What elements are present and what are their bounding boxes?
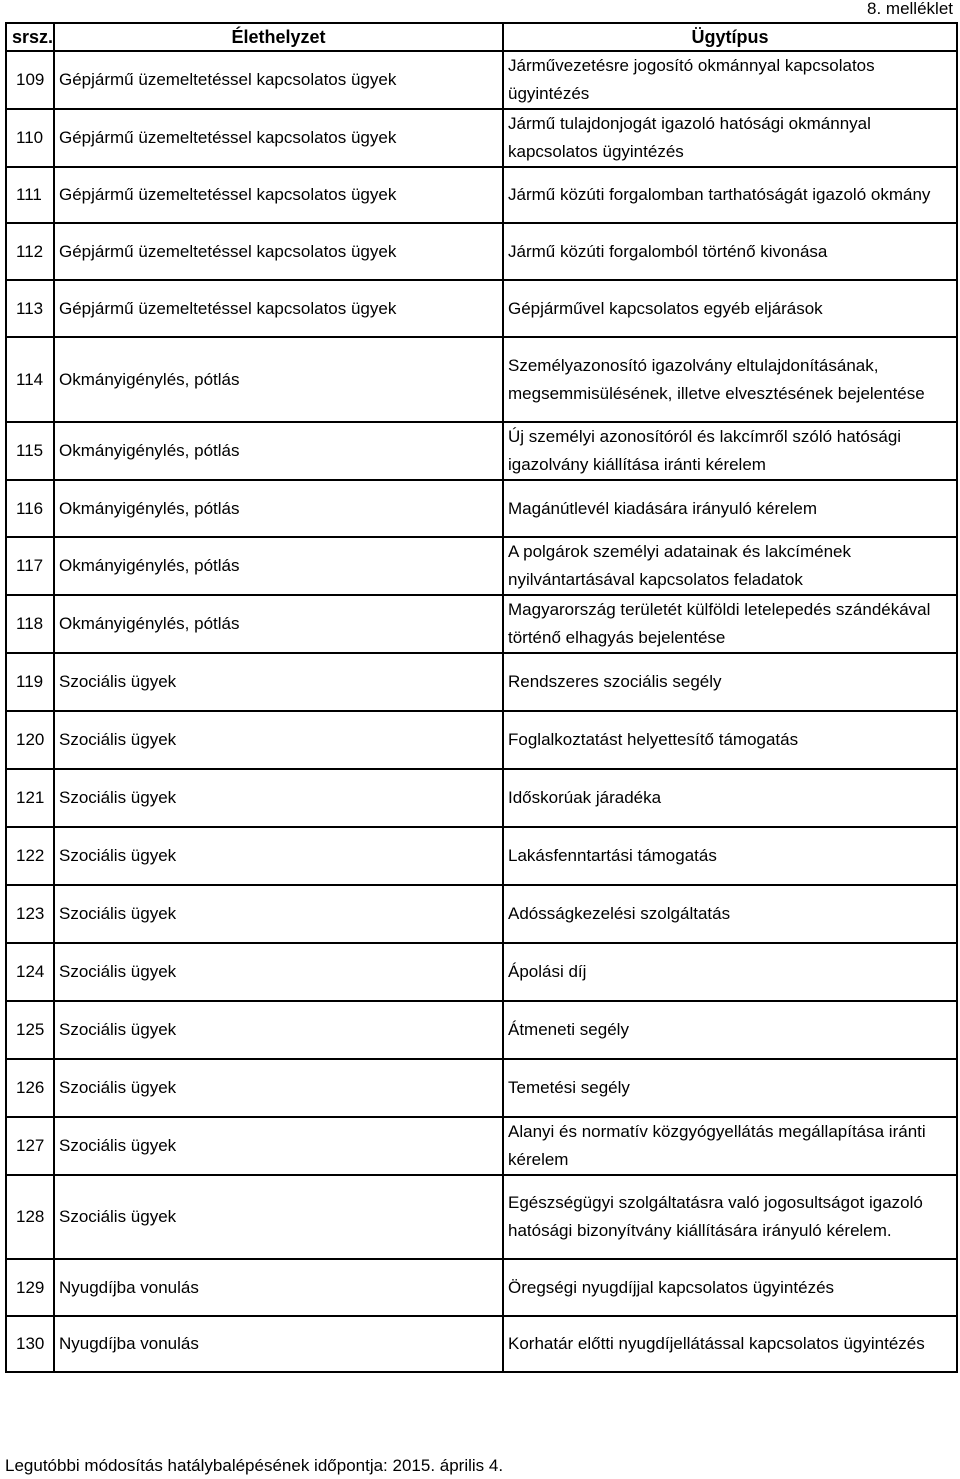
serial-number-cell: 118	[6, 595, 54, 653]
situation-cell: Okmányigénylés, pótlás	[54, 595, 503, 653]
situation-cell: Okmányigénylés, pótlás	[54, 422, 503, 480]
serial-number-cell: 125	[6, 1001, 54, 1059]
case-type-cell: Jármű tulajdonjogát igazoló hatósági okmánnyal kapcsolatos ügyintézés	[503, 109, 957, 167]
table-row	[6, 51, 957, 109]
situation-cell: Gépjármű üzemeltetéssel kapcsolatos ügyek	[54, 223, 503, 280]
case-type-cell: Egészségügyi szolgáltatásra való jogosultságot igazoló hatósági bizonyítvány kiállítására irányuló kérelem.	[503, 1175, 957, 1259]
table-row	[6, 1259, 957, 1316]
serial-number-cell: 130	[6, 1316, 54, 1372]
serial-number-cell: 112	[6, 223, 54, 280]
case-type-cell: Időskorúak járadéka	[503, 769, 957, 827]
situation-cell: Gépjármű üzemeltetéssel kapcsolatos ügyek	[54, 51, 503, 109]
serial-number-cell: 121	[6, 769, 54, 827]
table-row	[6, 280, 957, 337]
table-row	[6, 537, 957, 595]
case-type-cell: Átmeneti segély	[503, 1001, 957, 1059]
serial-number-cell: 129	[6, 1259, 54, 1316]
case-type-cell: Adósságkezelési szolgáltatás	[503, 885, 957, 943]
case-type-cell: Alanyi és normatív közgyógyellátás megállapítása iránti kérelem	[503, 1117, 957, 1175]
table-row	[6, 1059, 957, 1117]
serial-number-cell: 110	[6, 109, 54, 167]
serial-number-cell: 111	[6, 167, 54, 223]
table-row	[6, 337, 957, 422]
situation-cell: Szociális ügyek	[54, 1001, 503, 1059]
table-row	[6, 109, 957, 167]
case-type-cell: Rendszeres szociális segély	[503, 653, 957, 711]
situation-cell: Gépjármű üzemeltetéssel kapcsolatos ügyek	[54, 167, 503, 223]
serial-number-cell: 117	[6, 537, 54, 595]
case-type-cell: Lakásfenntartási támogatás	[503, 827, 957, 885]
serial-number-cell: 119	[6, 653, 54, 711]
case-type-cell: Korhatár előtti nyugdíjellátással kapcsolatos ügyintézés	[503, 1316, 957, 1372]
table-row	[6, 885, 957, 943]
case-type-cell: Gépjárművel kapcsolatos egyéb eljárások	[503, 280, 957, 337]
table-row	[6, 827, 957, 885]
case-type-cell: Foglalkoztatást helyettesítő támogatás	[503, 711, 957, 769]
case-type-cell: Öregségi nyugdíjjal kapcsolatos ügyintézés	[503, 1259, 957, 1316]
situation-cell: Gépjármű üzemeltetéssel kapcsolatos ügyek	[54, 280, 503, 337]
table-row	[6, 711, 957, 769]
serial-number-cell: 120	[6, 711, 54, 769]
situation-cell: Okmányigénylés, pótlás	[54, 480, 503, 537]
case-type-cell: Ápolási díj	[503, 943, 957, 1001]
serial-number-cell: 124	[6, 943, 54, 1001]
situation-cell: Szociális ügyek	[54, 653, 503, 711]
situation-cell: Szociális ügyek	[54, 1175, 503, 1259]
case-type-cell: Magánútlevél kiadására irányuló kérelem	[503, 480, 957, 537]
serial-number-cell: 114	[6, 337, 54, 422]
situation-cell: Szociális ügyek	[54, 1059, 503, 1117]
header-case-type: Ügytípus	[503, 23, 957, 51]
table-row	[6, 595, 957, 653]
table-header-row	[6, 23, 957, 51]
table-row	[6, 422, 957, 480]
table-row	[6, 943, 957, 1001]
table-row	[6, 1001, 957, 1059]
footer-note: Legutóbbi módosítás hatálybalépésének időpontja: 2015. április 4.	[5, 1456, 504, 1475]
table-row	[6, 1117, 957, 1175]
situation-cell: Nyugdíjba vonulás	[54, 1316, 503, 1372]
serial-number-cell: 123	[6, 885, 54, 943]
serial-number-cell: 109	[6, 51, 54, 109]
case-type-cell: Jármű közúti forgalomban tarthatóságát igazoló okmány	[503, 167, 957, 223]
situation-cell: Szociális ügyek	[54, 885, 503, 943]
serial-number-cell: 126	[6, 1059, 54, 1117]
table-row	[6, 1175, 957, 1259]
case-type-cell: Magyarország területét külföldi letelepedés szándékával történő elhagyás bejelentése	[503, 595, 957, 653]
header-serial-number: srsz.	[6, 23, 54, 51]
table-row	[6, 653, 957, 711]
page-label: 8. melléklet	[867, 0, 953, 18]
table-row	[6, 1316, 957, 1372]
situation-cell: Szociális ügyek	[54, 1117, 503, 1175]
table-row	[6, 167, 957, 223]
case-type-cell: Jármű közúti forgalomból történő kivonása	[503, 223, 957, 280]
situation-cell: Szociális ügyek	[54, 769, 503, 827]
situation-cell: Okmányigénylés, pótlás	[54, 337, 503, 422]
serial-number-cell: 115	[6, 422, 54, 480]
case-type-cell: A polgárok személyi adatainak és lakcímének nyilvántartásával kapcsolatos feladatok	[503, 537, 957, 595]
situation-cell: Szociális ügyek	[54, 943, 503, 1001]
case-table	[5, 22, 958, 1373]
serial-number-cell: 127	[6, 1117, 54, 1175]
situation-cell: Okmányigénylés, pótlás	[54, 537, 503, 595]
situation-cell: Nyugdíjba vonulás	[54, 1259, 503, 1316]
situation-cell: Szociális ügyek	[54, 711, 503, 769]
serial-number-cell: 122	[6, 827, 54, 885]
header-situation: Élethelyzet	[54, 23, 503, 51]
serial-number-cell: 116	[6, 480, 54, 537]
serial-number-cell: 128	[6, 1175, 54, 1259]
table-row	[6, 480, 957, 537]
case-type-cell: Új személyi azonosítóról és lakcímről szóló hatósági igazolvány kiállítása iránti kérelem	[503, 422, 957, 480]
situation-cell: Gépjármű üzemeltetéssel kapcsolatos ügyek	[54, 109, 503, 167]
case-type-cell: Temetési segély	[503, 1059, 957, 1117]
case-type-cell: Személyazonosító igazolvány eltulajdonításának, megsemmisülésének, illetve elvesztésének bejelentése	[503, 337, 957, 422]
situation-cell: Szociális ügyek	[54, 827, 503, 885]
case-type-cell: Járművezetésre jogosító okmánnyal kapcsolatos ügyintézés	[503, 51, 957, 109]
table-row	[6, 769, 957, 827]
table-row	[6, 223, 957, 280]
serial-number-cell: 113	[6, 280, 54, 337]
